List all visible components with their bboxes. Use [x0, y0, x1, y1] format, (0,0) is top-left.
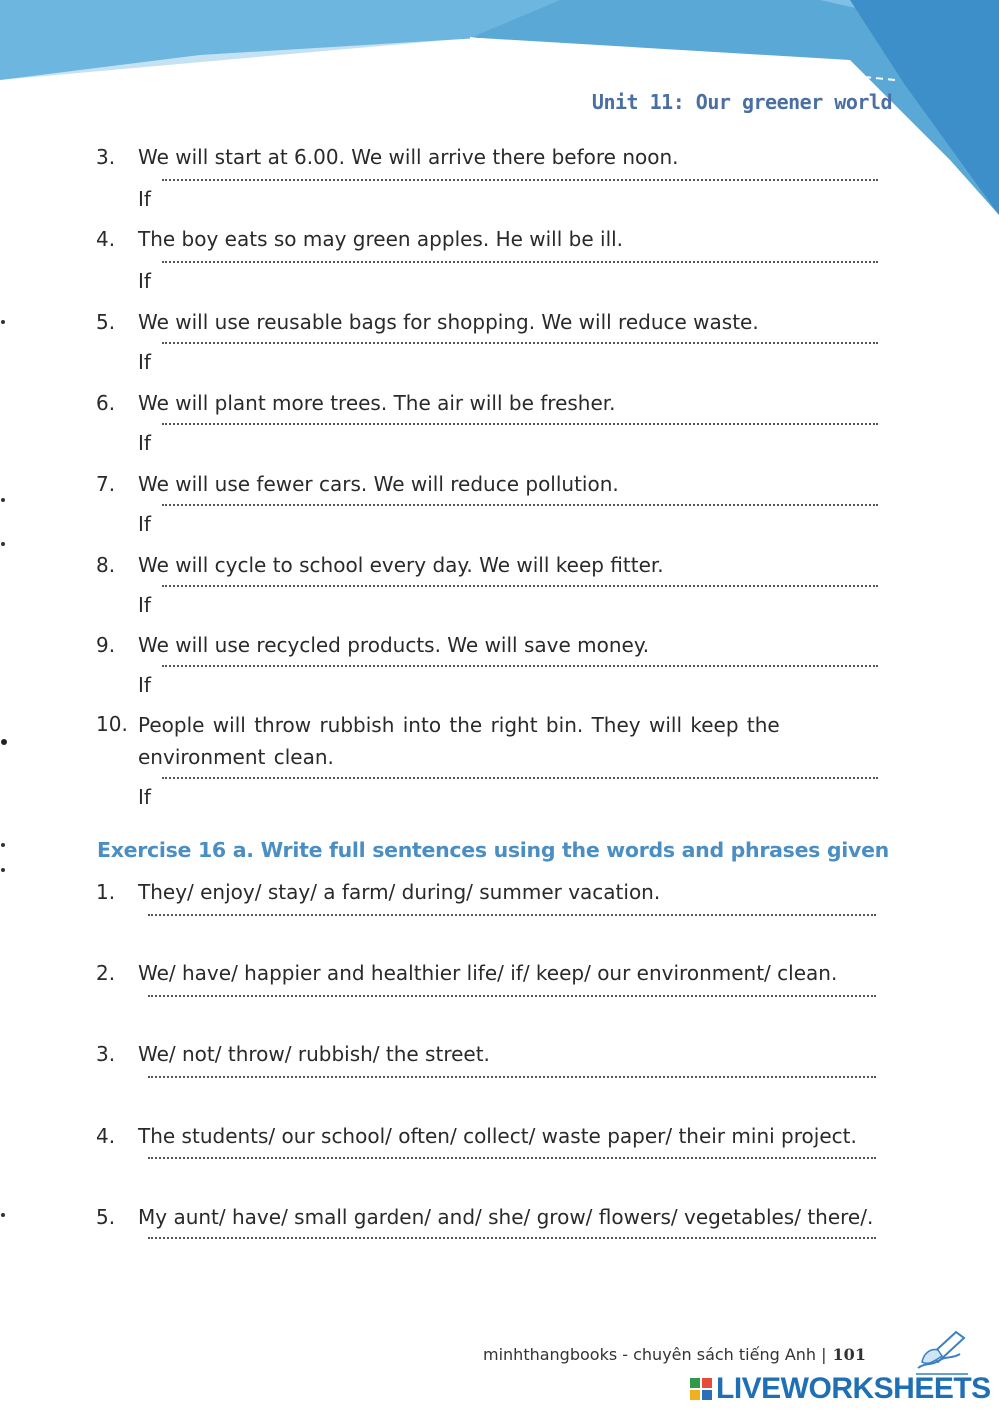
answer-input[interactable] [162, 777, 878, 779]
item-text: We/ not/ throw/ rubbish/ the street. [138, 1042, 490, 1066]
item-text: My aunt/ have/ small garden/ and/ she/ grow/ flowers/ vegetables/ there/. [138, 1205, 874, 1229]
item-text: We will use fewer cars. We will reduce pollution. [138, 472, 619, 496]
answer-input[interactable] [148, 995, 876, 997]
item-text: We will start at 6.00. We will arrive there before noon. [138, 145, 679, 169]
item-text: We will use reusable bags for shopping. We will reduce waste. [138, 310, 759, 334]
answer-input[interactable] [148, 914, 876, 916]
answer-prompt: If [138, 269, 151, 293]
item-number: 9. [96, 633, 116, 657]
item-number: 1. [96, 880, 116, 904]
item-text: People will throw rubbish into the right bin. They will keep the environment clean. [138, 713, 780, 769]
item-number: 8. [96, 553, 116, 577]
item-number: 2. [96, 961, 116, 985]
liveworksheets-logo [690, 1372, 990, 1406]
item-text: We will cycle to school every day. We will keep fitter. [138, 553, 664, 577]
answer-prompt: If [138, 187, 151, 211]
margin-marks [0, 0, 14, 1413]
answer-input[interactable] [148, 1237, 876, 1239]
publisher-text: minhthangbooks - chuyên sách tiếng Anh | [483, 1345, 827, 1364]
answer-input[interactable] [162, 585, 878, 587]
logo-blocks-icon [690, 1378, 712, 1400]
answer-input[interactable] [148, 1076, 876, 1078]
answer-prompt: If [138, 512, 151, 536]
item-number: 10. [96, 712, 128, 736]
item-number: 4. [96, 227, 116, 251]
item-text: The students/ our school/ often/ collect/ waste paper/ their mini project. [138, 1124, 857, 1148]
answer-prompt: If [138, 350, 151, 374]
unit-title: Unit 11: Our greener world [591, 90, 892, 114]
item-number: 3. [96, 145, 116, 169]
item-text: The boy eats so may green apples. He will be ill. [138, 227, 624, 251]
item-number: 5. [96, 1205, 116, 1229]
answer-input[interactable] [162, 179, 878, 181]
answer-input[interactable] [162, 423, 878, 425]
answer-input[interactable] [148, 1157, 876, 1159]
brand-wordmark: LIVEWORKSHEETS [716, 1372, 991, 1405]
answer-input[interactable] [162, 342, 878, 344]
item-text: We/ have/ happier and healthier life/ if/ keep/ our environment/ clean. [138, 961, 838, 985]
answer-prompt: If [138, 673, 151, 697]
footer [483, 1345, 866, 1364]
item-text: They/ enjoy/ stay/ a farm/ during/ summer vacation. [138, 880, 661, 904]
item-number: 3. [96, 1042, 116, 1066]
answer-input[interactable] [162, 261, 878, 263]
item-text: We will plant more trees. The air will be fresher. [138, 391, 616, 415]
item-text: We will use recycled products. We will save money. [138, 633, 650, 657]
answer-prompt: If [138, 785, 151, 809]
item-number: 4. [96, 1124, 116, 1148]
exercise-title: Exercise 16 a. Write full sentences using the words and phrases given [97, 838, 889, 862]
item-number: 7. [96, 472, 116, 496]
answer-prompt: If [138, 593, 151, 617]
page-number: 101 [832, 1345, 866, 1364]
answer-prompt: If [138, 431, 151, 455]
writing-hand-icon [912, 1326, 972, 1378]
answer-input[interactable] [162, 665, 878, 667]
answer-input[interactable] [162, 504, 878, 506]
item-number: 5. [96, 310, 116, 334]
item-number: 6. [96, 391, 116, 415]
